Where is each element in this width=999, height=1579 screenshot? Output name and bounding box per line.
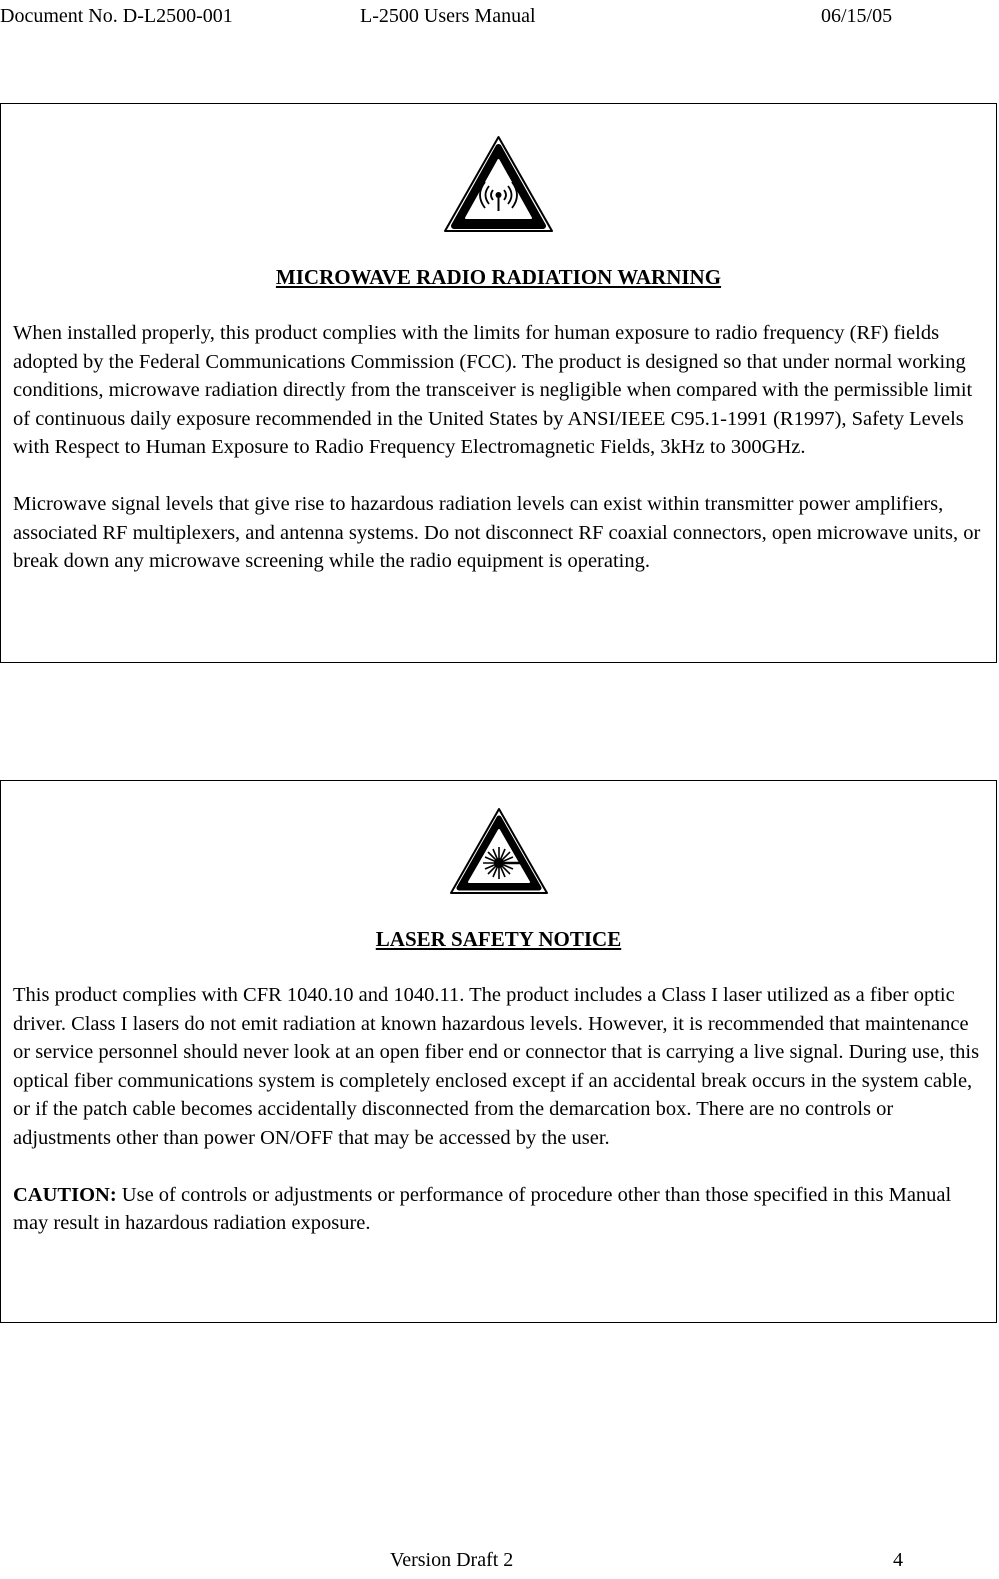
microwave-paragraph-2: Microwave signal levels that give rise to hazardous radiation levels can exist within transmitter power amplifiers, associated RF multiplexers, and antenna systems. Do not disconnect RF coaxial connectors, open microwave units, or break down any microwave screening while the radio equipment is operating. [13, 492, 981, 573]
version-label: Version Draft 2 [390, 1549, 514, 1571]
manual-title: L-2500 Users Manual [360, 5, 536, 27]
microwave-paragraph-1: When installed properly, this product complies with the limits for human exposure to radio frequency (RF) fields adopted by the Federal Communications Commission (FCC). The product is designed so that under normal working conditions, microwave radiation directly from the transceiver is negligible when compared with the permissible limit of continuous daily exposure recommended in the United States by ANSI/IEEE C95.1-1991 (R1997), Safety Levels with Respect to Human Exposure to Radio Frequency Electromagnetic Fields, 3kHz to 300GHz. [13, 322, 973, 459]
laser-safety-title: LASER SAFETY NOTICE [375, 927, 622, 951]
page-header [0, 4, 999, 32]
page-number: 4 [893, 1549, 903, 1571]
radiation-warning-icon [443, 135, 554, 234]
caution-paragraph [13, 1181, 984, 1238]
caution-text: Use of controls or adjustments or performance of procedure other than those specified in this Manual may result in hazardous radiation exposure. [13, 1183, 952, 1235]
laser-safety-box [0, 780, 997, 1323]
document-date: 06/15/05 [821, 5, 893, 27]
microwave-warning-title: MICROWAVE RADIO RADIATION WARNING [275, 265, 722, 289]
microwave-warning-box [0, 103, 997, 663]
caution-label: CAUTION: [13, 1183, 117, 1206]
laser-warning-icon [449, 807, 549, 896]
page-footer [0, 1548, 999, 1576]
document-number: Document No. D-L2500-001 [0, 5, 233, 27]
laser-paragraph: This product complies with CFR 1040.10 and 1040.11. The product includes a Class I laser utilized as a fiber optic driver. Class I lasers do not emit radiation at known hazardous levels. However, it is recommended that maintenance or service personnel should never look at an open fiber end or connector that is carrying a live signal. During use, this optical fiber communications system is completely enclosed except if an accidental break occurs in the system cable, or if the patch cable becomes accidentally disconnected from the demarcation box. There are no controls or adjustments other than power ON/OFF that may be accessed by the user. [13, 984, 980, 1149]
